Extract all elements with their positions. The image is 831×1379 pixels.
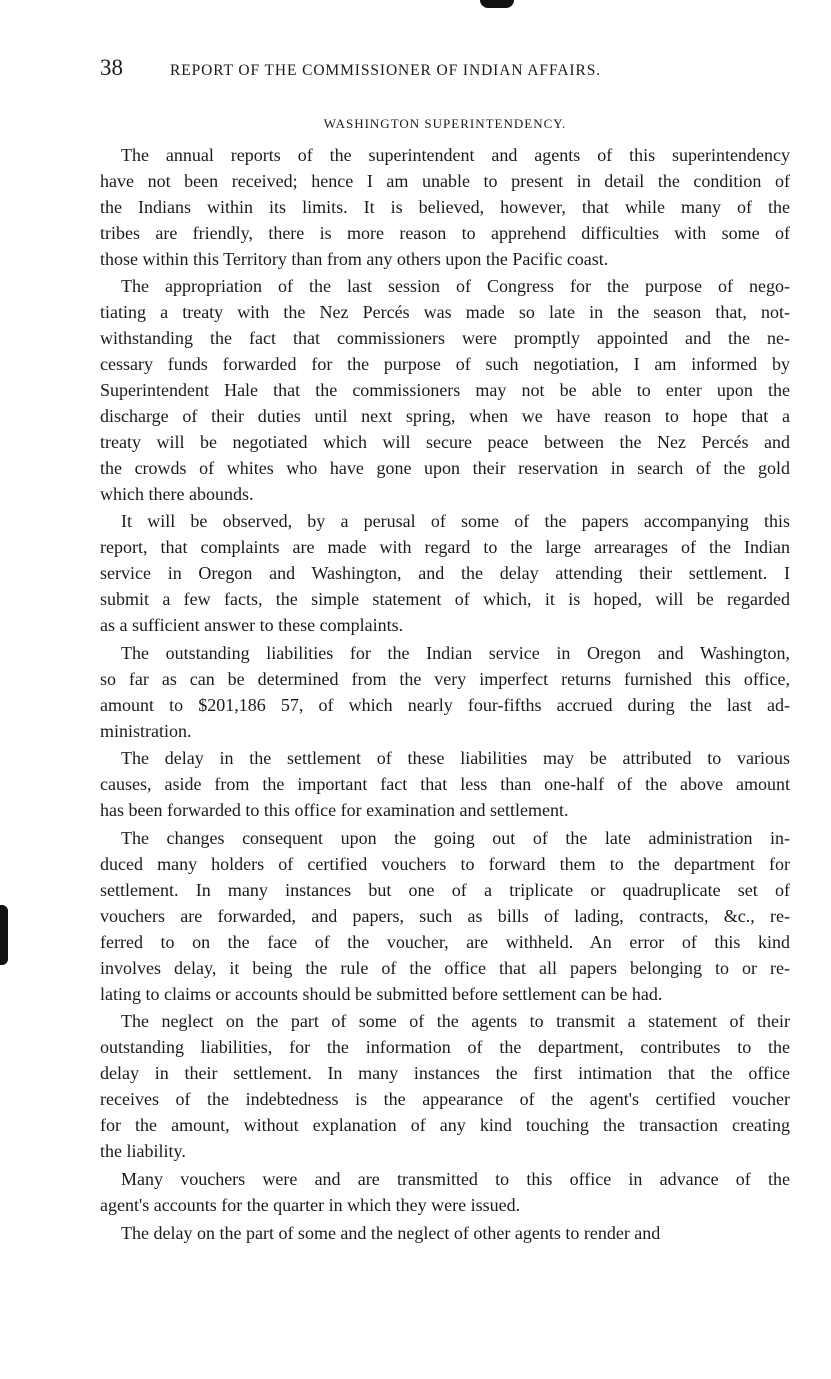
text-line: The annual reports of the superintendent and agents of this superintendency — [121, 145, 790, 165]
scan-artifact-top — [480, 0, 514, 8]
text-line: receives of the indebtedness is the appearance of the agent's certified voucher — [100, 1089, 790, 1110]
paragraph — [100, 274, 790, 507]
text-line: the crowds of whites who have gone upon their reservation in search of the gold — [100, 457, 790, 478]
text-line: The delay in the settlement of these liabilities may be attributed to various — [121, 748, 790, 769]
paragraph — [100, 641, 790, 745]
text-line: The appropriation of the last session of Congress for the purpose of nego- — [121, 276, 790, 297]
text-line: delay in their settlement. In many instances the first intimation that the office — [100, 1063, 790, 1084]
text-line: submit a few facts, the simple statement of which, it is hoped, will be regarded — [100, 589, 790, 610]
text-line: outstanding liabilities, for the information of the department, contributes to the — [100, 1037, 790, 1058]
text-line: involves delay, it being the rule of the office that all papers belonging to or re- — [100, 957, 790, 978]
section-title: WASHINGTON SUPERINTENDENCY. — [323, 116, 567, 131]
text-line: Superintendent Hale that the commissioners may not be able to enter upon the — [100, 380, 790, 401]
paragraph — [100, 1009, 790, 1164]
text-line: discharge of their duties until next spring, when we have reason to hope that a — [100, 405, 790, 426]
text-line: It will be observed, by a perusal of some of the papers accompanying this — [121, 511, 790, 532]
text-line: The delay on the part of some and the neglect of other agents to render and — [121, 1222, 661, 1243]
text-line: treaty will be negotiated which will secure peace between the Nez Percés and — [100, 431, 790, 452]
text-line: agent's accounts for the quarter in which they were issued. — [100, 1194, 521, 1215]
paragraph — [100, 1221, 790, 1247]
scan-artifact-edge — [0, 905, 8, 965]
text-line: tribes are friendly, there is more reason to apprehend difficulties with some of — [100, 222, 790, 243]
text-line: service in Oregon and Washington, and the delay attending their settlement. I — [100, 563, 790, 584]
text-line: has been forwarded to this office for examination and settlement. — [100, 800, 569, 821]
page-header — [100, 55, 720, 85]
page-number: 38 — [100, 55, 123, 80]
text-line: The outstanding liabilities for the Indian service in Oregon and Washington, — [121, 642, 790, 663]
text-line: lating to claims or accounts should be submitted before settlement can be had. — [100, 983, 663, 1004]
text-line: ferred to on the face of the voucher, are withheld. An error of this kind — [100, 931, 790, 952]
text-line: amount to $201,186 57, of which nearly four-fifths accrued during the last ad- — [100, 694, 790, 715]
text-line: which there abounds. — [100, 483, 254, 504]
text-line: as a sufficient answer to these complaints. — [100, 615, 404, 636]
text-line: report, that complaints are made with regard to the large arrearages of the Indian — [100, 537, 790, 558]
text-line: vouchers are forwarded, and papers, such as bills of lading, contracts, &c., re- — [100, 905, 790, 926]
text-line: so far as can be determined from the very imperfect returns furnished this office, — [100, 668, 790, 689]
text-line: the liability. — [100, 1140, 186, 1161]
text-line: have not been received; hence I am unable to present in detail the condition of — [100, 170, 790, 191]
paragraph — [100, 746, 790, 824]
text-line: cessary funds forwarded for the purpose of such negotiation, I am informed by — [100, 354, 790, 375]
paragraph — [100, 509, 790, 638]
text-line: withstanding the fact that commissioners were promptly appointed and the ne- — [100, 328, 790, 349]
running-head: REPORT OF THE COMMISSIONER OF INDIAN AFFAIRS. — [170, 62, 602, 79]
text-line: The changes consequent upon the going out of the late administration in- — [121, 828, 790, 849]
paragraph — [100, 826, 790, 1007]
text-line: Many vouchers were and are transmitted to this office in advance of the — [121, 1168, 790, 1189]
text-line: The neglect on the part of some of the agents to transmit a statement of their — [121, 1011, 790, 1032]
text-line: ministration. — [100, 720, 192, 741]
text-line: duced many holders of certified vouchers to forward them to the department for — [100, 854, 790, 875]
paragraph — [100, 1167, 790, 1219]
body-text — [100, 143, 790, 1246]
text-line: the Indians within its limits. It is believed, however, that while many of the — [100, 196, 790, 217]
text-line: those within this Territory than from any others upon the Pacific coast. — [100, 248, 609, 269]
text-line: causes, aside from the important fact that less than one-half of the above amount — [100, 774, 790, 795]
text-line: settlement. In many instances but one of a triplicate or quadruplicate set of — [100, 879, 790, 900]
text-line: tiating a treaty with the Nez Percés was made so late in the season that, not- — [100, 302, 790, 323]
text-line: for the amount, without explanation of any kind touching the transaction creating — [100, 1114, 790, 1135]
paragraph — [100, 143, 790, 272]
